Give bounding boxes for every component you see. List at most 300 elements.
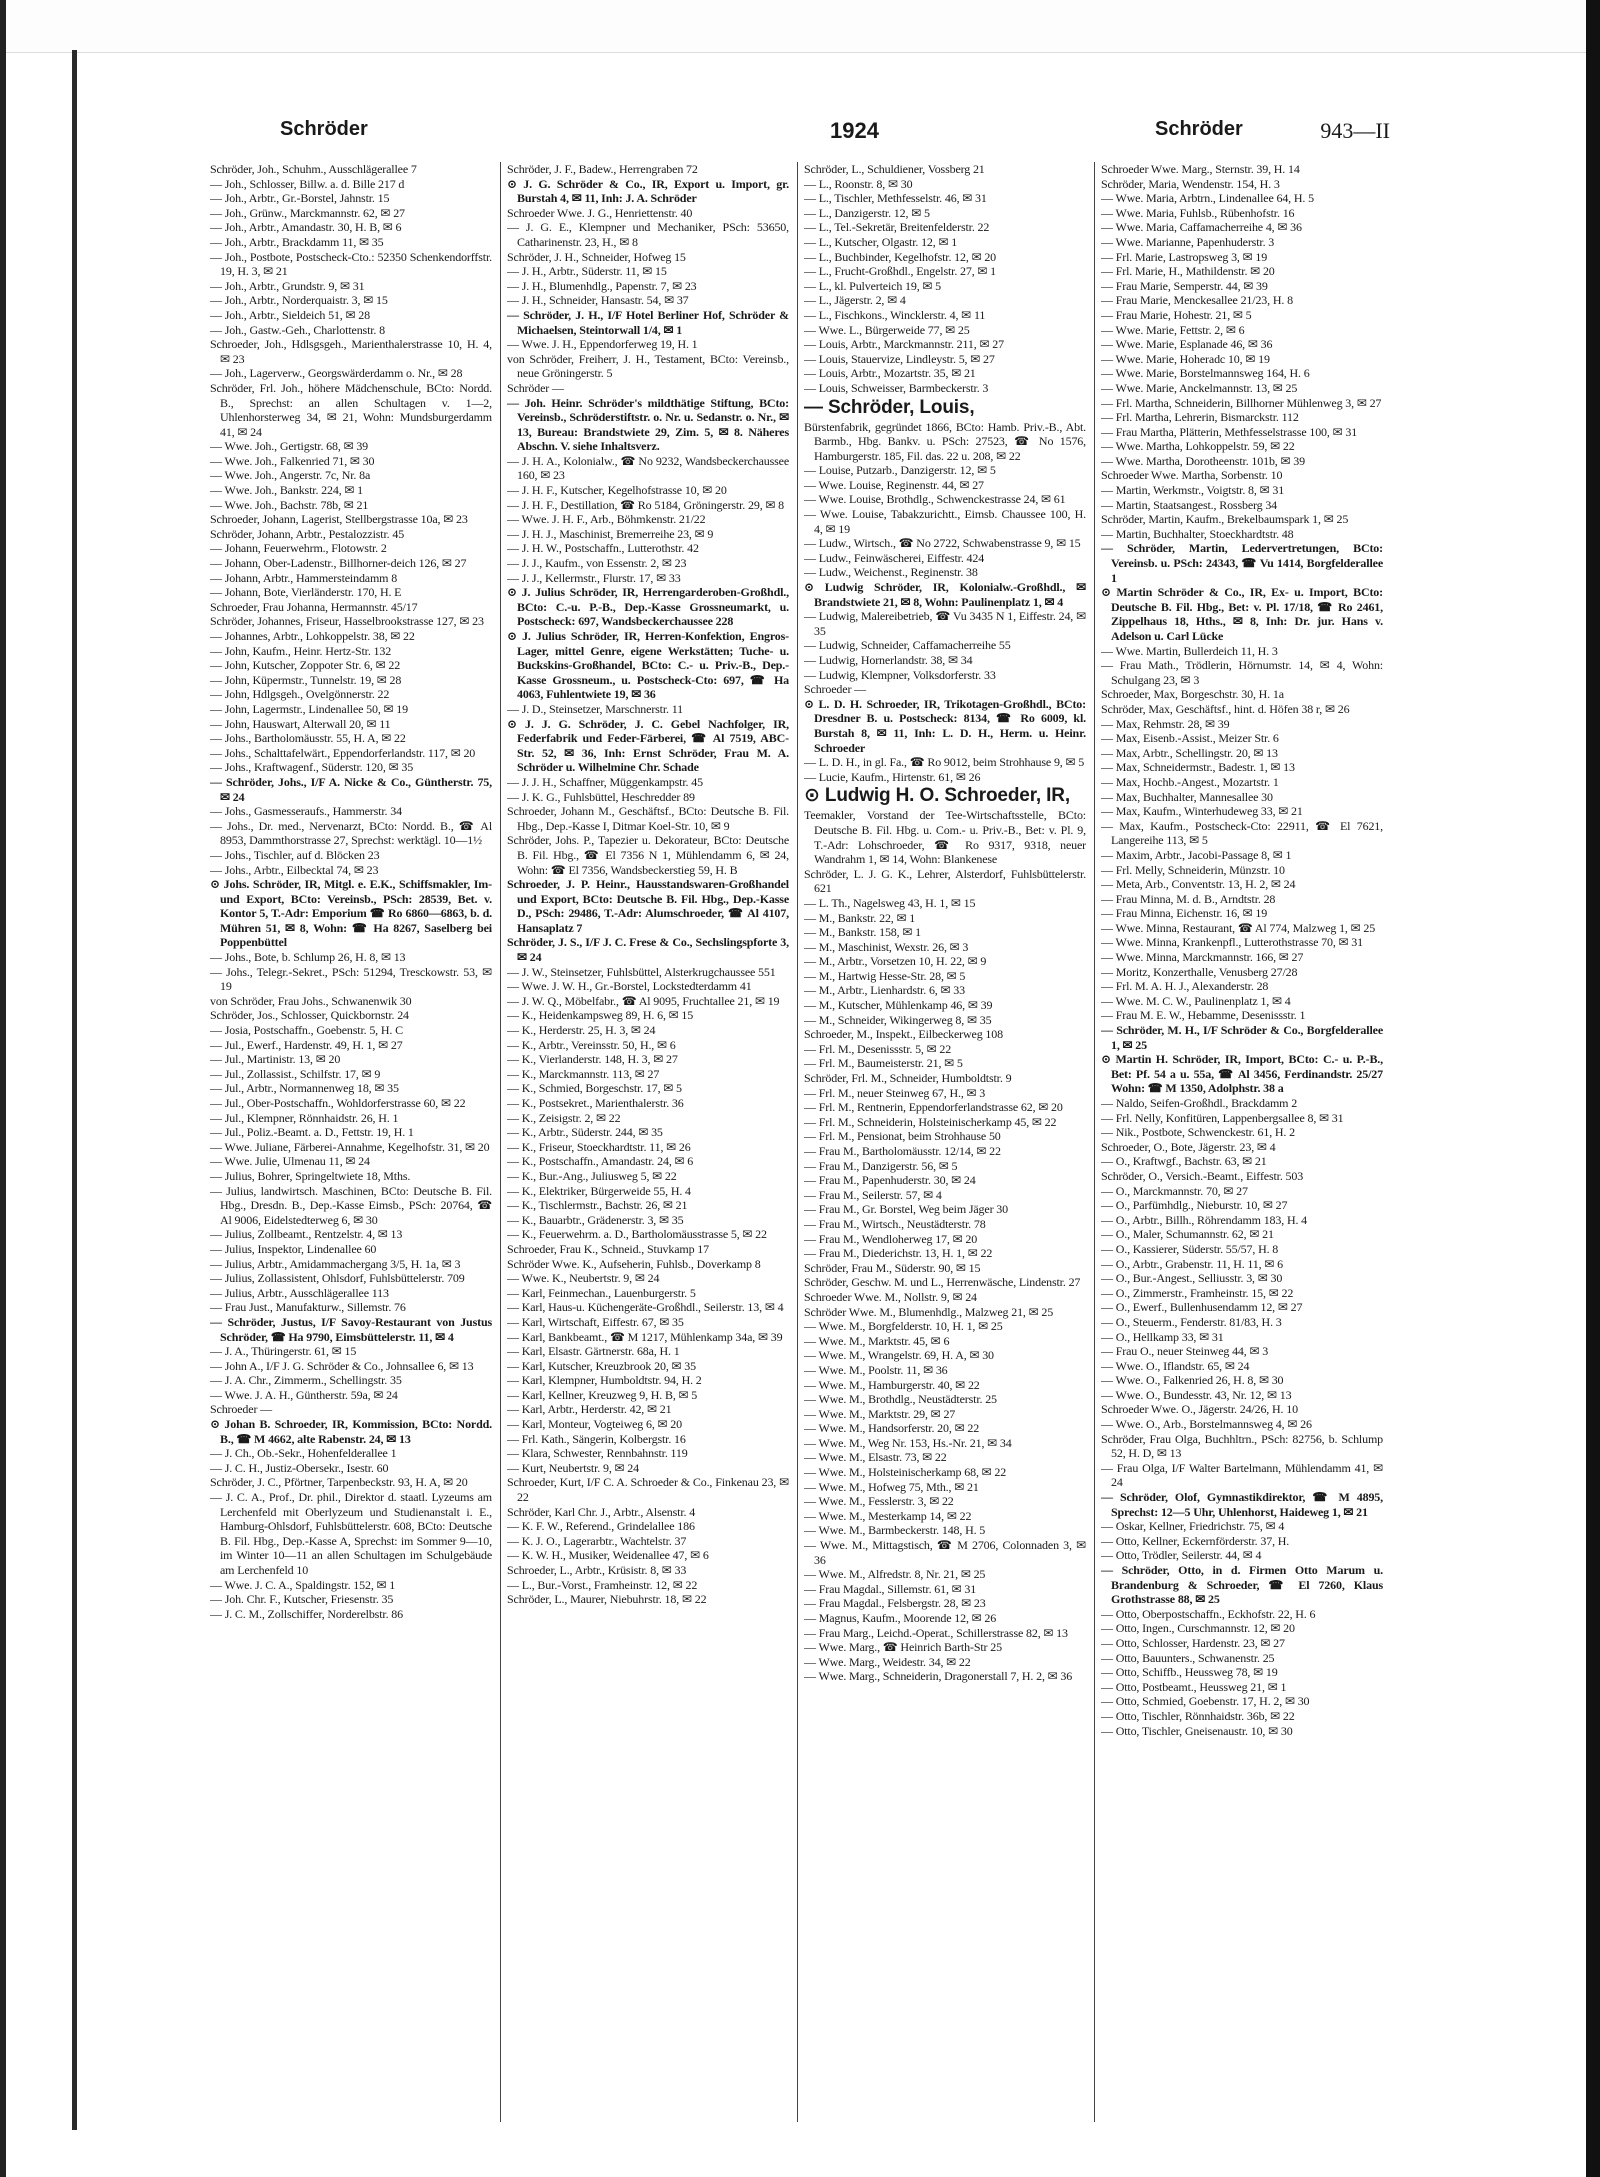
directory-entry: — Wwe. M., Borgfelderstr. 10, H. 1, ✉ 25: [804, 1319, 1003, 1334]
directory-entry: — Louis, Arbtr., Marckmannstr. 211, ✉ 27: [804, 337, 1004, 352]
directory-entry: Schröder Wwe. M., Blumenhdlg., Malzweg 21, ✉ 25: [804, 1304, 1054, 1319]
directory-entry: — Wwe. J. W. H., Gr.-Borstel, Lockstedterdamm 41: [507, 979, 752, 994]
directory-entry: — Martin, Werkmstr., Voigtstr. 8, ✉ 31: [1101, 483, 1285, 498]
directory-entry: — J. H., Schneider, Hansastr. 54, ✉ 37: [507, 293, 689, 308]
directory-entry: — Karl, Feinmechan., Lauenburgerstr. 5: [507, 1285, 696, 1300]
directory-entry: — Johs., Tischler, auf d. Blöcken 23: [210, 847, 380, 862]
directory-entry: — John, Hdlgsgeh., Ovelgönnerstr. 22: [210, 687, 390, 702]
directory-entry: — Jul., Ewerf., Hardenstr. 49, H. 1, ✉ 27: [210, 1037, 403, 1052]
directory-entry: — O., Maler, Schumannstr. 62, ✉ 21: [1101, 1227, 1274, 1242]
directory-entry: — Max, Rehmstr. 28, ✉ 39: [1101, 716, 1230, 731]
directory-entry: — J. Ch., Ob.-Sekr., Hohenfelderallee 1: [210, 1446, 397, 1461]
directory-entry: — Wwe. M., Marktstr. 29, ✉ 27: [804, 1406, 956, 1421]
directory-entry: — Frau M., Papenhuderstr. 30, ✉ 24: [804, 1173, 976, 1188]
directory-entry: — Ludwig, Schneider, Caffamacherreihe 55: [804, 638, 1011, 653]
directory-entry: — O., Ewerf., Bullenhusendamm 12, ✉ 27: [1101, 1300, 1303, 1315]
directory-entry: — Karl, Arbtr., Herderstr. 42, ✉ 21: [507, 1402, 672, 1417]
directory-entry: — M., Bankstr. 158, ✉ 1: [804, 925, 921, 940]
directory-entry: — Frau M., Bartholomäusstr. 12/14, ✉ 22: [804, 1144, 1001, 1158]
directory-entry: — Wwe. Marie, Esplanade 46, ✉ 36: [1101, 337, 1273, 352]
directory-entry: Schröder, Geschw. M. und L., Herrenwäsche, Lindenstr. 27: [804, 1275, 1081, 1290]
directory-entry: — Moritz, Konzerthalle, Venusberg 27/28: [1101, 964, 1298, 979]
directory-entry: — Otto, Schiffb., Heussweg 78, ✉ 19: [1101, 1665, 1278, 1680]
directory-entry: — Magnus, Kaufm., Moorende 12, ✉ 26: [804, 1611, 997, 1625]
header-year: 1924: [830, 118, 879, 143]
directory-entry: — Wwe. Joh., Bankstr. 224, ✉ 1: [210, 483, 363, 498]
directory-entry: ⊙ J. G. Schröder & Co., IR, Export u. Import, gr. Burstah 4, ✉ 11, Inh: J. A. Schröder: [507, 176, 789, 206]
directory-entry: Schroeder, Joh., Hdlsgsgeh., Marienthalerstrasse 10, H. 4, ✉ 23: [210, 337, 492, 366]
directory-entry: — Frau Martha, Plätterin, Methfesselstrasse 100, ✉ 31: [1101, 424, 1358, 439]
column-divider: [797, 162, 798, 2122]
directory-entry: — Wwe. Joh., Gertigstr. 68, ✉ 39: [210, 439, 369, 454]
directory-entry: ⊙ J. Julius Schröder, IR, Herren-Konfektion, Engros-Lager, mittel Genre, eigene Werkstätten; Tuche- u. Buckskins-Großhandel, BCto: C.- u. Priv.-B., Dep.-Kasse Grossneum., u. Postscheck-Cto: 697, ☎ Ha 4063, Fuhlentwiete 19, ✉ 36: [507, 629, 789, 702]
directory-entry: — Wwe. Julie, Ulmenau 11, ✉ 24: [210, 1154, 370, 1169]
directory-entry: — Frl. M., Baumeisterstr. 21, ✉ 5: [804, 1056, 963, 1071]
directory-entry: — Joh., Gastw.-Geh., Charlottenstr. 8: [210, 322, 385, 337]
directory-entry: Schroeder, Frau K., Schneid., Stuvkamp 17: [507, 1241, 710, 1256]
directory-entry: — Wwe. M., Weg Nr. 153, Hs.-Nr. 21, ✉ 34: [804, 1435, 1012, 1450]
directory-entry: — Wwe. K., Neubertstr. 9, ✉ 24: [507, 1271, 660, 1286]
directory-entry: — Wwe. Juliane, Färberei-Annahme, Kegelhofstr. 31, ✉ 20: [210, 1139, 490, 1154]
directory-entry: — Klara, Schwester, Rennbahnstr. 119: [507, 1446, 688, 1461]
directory-entry: Schroeder Wwe. Martha, Sorbenstr. 10: [1101, 468, 1283, 483]
directory-entry: — Jul., Klempner, Rönnhaidstr. 26, H. 1: [210, 1110, 399, 1125]
directory-entry: — Ludw., Feinwäscherei, Eiffestr. 424: [804, 550, 985, 565]
directory-entry: Schröder, Joh., Schuhm., Ausschlägerallee 7: [210, 162, 417, 176]
directory-entry: — K., Feuerwehrm. a. D., Bartholomäusstrasse 5, ✉ 22: [507, 1227, 767, 1242]
directory-entry: — Frau Magdal., Felsbergstr. 28, ✉ 23: [804, 1596, 986, 1611]
page-number: 943—II: [1320, 118, 1390, 143]
directory-entry: — Otto, Schmied, Goebenstr. 17, H. 2, ✉ 30: [1101, 1694, 1310, 1709]
directory-entry: — Maxim, Arbtr., Jacobi-Passage 8, ✉ 1: [1101, 847, 1292, 862]
directory-entry: — Johann, Feuerwehrm., Flotowstr. 2: [210, 541, 387, 556]
directory-entry: — K. J. O., Lagerarbtr., Wachtelstr. 37: [507, 1533, 687, 1548]
directory-entry: — Jul., Zollassist., Schilfstr. 17, ✉ 9: [210, 1066, 381, 1081]
directory-entry: — Frau Magdal., Sillemstr. 61, ✉ 31: [804, 1581, 977, 1596]
directory-entry: ⊙ Ludwig H. O. Schroeder, IR,: [804, 785, 1070, 807]
directory-entry: — Frau M. E. W., Hebamme, Desenissstr. 1: [1101, 1008, 1306, 1023]
directory-entry: — Max, Kaufm., Winterhudeweg 33, ✉ 21: [1101, 804, 1303, 819]
directory-entry: — J. C. H., Justiz-Obersekr., Isestr. 60: [210, 1460, 389, 1475]
directory-entry: — K., Postschaffn., Amandastr. 24, ✉ 6: [507, 1154, 694, 1169]
directory-entry: Schröder, J. S., I/F J. C. Frese & Co., Sechslingspforte 3, ✉ 24: [507, 935, 789, 965]
directory-entry: — Wwe. Marg., Schneiderin, Dragonerstall 7, H. 2, ✉ 36: [804, 1669, 1073, 1684]
directory-entry: — Julius, Inspektor, Lindenallee 60: [210, 1241, 377, 1256]
directory-entry: — K., Arbtr., Süderstr. 244, ✉ 35: [507, 1125, 663, 1140]
directory-entry: — Wwe. Marg., ☎ Heinrich Barth-Str 25: [804, 1640, 1002, 1655]
directory-entry: — Max, Kaufm., Postscheck-Cto: 22911, ☎ El 7621, Langereihe 113, ✉ 5: [1101, 818, 1383, 848]
directory-entry: — Karl, Monteur, Vogteiweg 6, ✉ 20: [507, 1417, 683, 1432]
directory-entry: — Ludw., Wirtsch., ☎ No 2722, Schwabenstrasse 9, ✉ 15: [804, 536, 1081, 551]
directory-entry: — Louise, Putzarb., Danzigerstr. 12, ✉ 5: [804, 463, 996, 478]
directory-entry: — Otto, Bauunters., Schwanenstr. 25: [1101, 1650, 1275, 1665]
directory-entry: — K., Vierlanderstr. 148, H. 3, ✉ 27: [507, 1052, 678, 1067]
directory-entry: — Schröder, Martin, Ledervertretungen, BCto: Vereinsb. u. PSch: 24343, ☎ Vu 1414, Borgfelderallee 1: [1101, 541, 1383, 585]
directory-entry: — Wwe. J. C. A., Spaldingstr. 152, ✉ 1: [210, 1577, 396, 1592]
directory-entry: — Johann, Bote, Vierländerstr. 170, H. E: [210, 585, 402, 600]
directory-entry: — O., Bur.-Angest., Selliusstr. 3, ✉ 30: [1101, 1271, 1283, 1286]
directory-entry: — O., Hellkamp 33, ✉ 31: [1101, 1329, 1224, 1344]
directory-entry: — Frau Just., Manufakturw., Sillemstr. 76: [210, 1300, 406, 1315]
directory-entry: Schröder, Frl. M., Schneider, Humboldtstr. 9: [804, 1071, 1012, 1086]
directory-entry: — John, Hauswart, Alterwall 20, ✉ 11: [210, 716, 391, 731]
directory-entry: — Frau M., Seilerstr. 57, ✉ 4: [804, 1187, 942, 1202]
directory-entry: — O., Zimmerstr., Framheinstr. 15, ✉ 22: [1101, 1285, 1294, 1300]
directory-entry: — Johann, Ober-Ladenstr., Billhorner-deich 126, ✉ 27: [210, 556, 467, 571]
directory-entry: — Karl, Haus-u. Küchengeräte-Großhdl., Seilerstr. 13, ✉ 4: [507, 1300, 784, 1315]
directory-entry: — Ludwig, Klempner, Volksdorferstr. 33: [804, 667, 996, 682]
directory-entry: — Frl. Melly, Schneiderin, Münzstr. 10: [1101, 862, 1285, 877]
directory-entry: — Johannes, Arbtr., Lohkoppelstr. 38, ✉ 22: [210, 629, 415, 643]
directory-entry: — J. J., Kaufm., von Essenstr. 2, ✉ 23: [507, 556, 687, 571]
directory-entry: — L., Kutscher, Olgastr. 12, ✉ 1: [804, 234, 958, 249]
directory-entry: — Frl. M., Schneiderin, Holsteinischerkamp 45, ✉ 22: [804, 1114, 1057, 1129]
directory-entry: — Frl. M. A. H. J., Alexanderstr. 28: [1101, 979, 1269, 994]
directory-entry: — Karl, Kellner, Kreuzweg 9, H. B, ✉ 5: [507, 1387, 698, 1402]
directory-entry: — Ludwig, Malereibetrieb, ☎ Vu 3435 N 1, Eiffestr. 24, ✉ 35: [804, 609, 1086, 638]
directory-entry: Schröder, Frl. Joh., höhere Mädchenschule, BCto: Nordd. B., Sprechst: an allen Schultagen v. 1—2, Uhlenhorsterweg 34, ✉ 21, Wohn: Mundsburgerdamm 41, ✉ 24: [210, 380, 492, 439]
directory-entry: — L., Jägerstr. 2, ✉ 4: [804, 293, 906, 308]
directory-entry: — Otto, Postbeamt., Heussweg 21, ✉ 1: [1101, 1679, 1287, 1694]
directory-entry: Schroeder Wwe. M., Nollstr. 9, ✉ 24: [804, 1289, 977, 1304]
directory-entry: — Wwe. M., Handsorferstr. 20, ✉ 22: [804, 1421, 980, 1436]
directory-entry: — Wwe. O., Falkenried 26, H. 8, ✉ 30: [1101, 1373, 1284, 1388]
directory-entry: — Julius, Bohrer, Springeltwiete 18, Mths.: [210, 1168, 411, 1183]
directory-entry: — Martin, Buchhalter, Stoeckhardtstr. 48: [1101, 526, 1294, 541]
directory-entry: Schröder, Johs. P., Tapezier u. Dekorateur, BCto: Deutsche B. Fil. Hbg., ☎ El 7356 N 1, Mühlendamm 6, ✉ 24, Wohn: ☎ El 7356, Wandsbeckerstieg 59, H. B: [507, 833, 789, 877]
directory-entry: — Wwe. Louise, Reginenstr. 44, ✉ 27: [804, 477, 984, 492]
directory-entry: Schröder Wwe. K., Aufseherin, Fuhlsb., Doverkamp 8: [507, 1256, 761, 1271]
directory-entry: Schröder, J. H., Schneider, Hofweg 15: [507, 249, 686, 264]
directory-entry: — K., Tischlermstr., Bachstr. 26, ✉ 21: [507, 1198, 688, 1213]
directory-entry: — Joh., Arbtr., Brackdamm 11, ✉ 35: [210, 234, 384, 249]
directory-entry: — L. Th., Nagelsweg 43, H. 1, ✉ 15: [804, 895, 976, 910]
directory-entry: — Wwe. O., Iflandstr. 65, ✉ 24: [1101, 1358, 1250, 1373]
directory-entry: Schröder, O., Versich.-Beamt., Eiffestr. 503: [1101, 1168, 1304, 1183]
directory-entry: — Otto, Ingen., Curschmannstr. 12, ✉ 20: [1101, 1621, 1295, 1636]
directory-entry: — Johann, Arbtr., Hammersteindamm 8: [210, 570, 398, 585]
directory-entry: Schroeder, Max, Borgeschstr. 30, H. 1a: [1101, 687, 1284, 702]
directory-entry: — Otto, Tischler, Gneisenaustr. 10, ✉ 30: [1101, 1723, 1293, 1738]
directory-entry: — Wwe. Marie, Borstelmannsweg 164, H. 6: [1101, 366, 1310, 381]
directory-entry: — Wwe. Joh., Falkenried 71, ✉ 30: [210, 453, 375, 468]
directory-entry: — Nik., Postbote, Schwenckestr. 61, H. 2: [1101, 1125, 1295, 1140]
directory-entry: Schröder, Johann, Arbtr., Pestalozzistr. 45: [210, 526, 405, 541]
column-divider: [1094, 162, 1095, 2122]
directory-entry: — Frl. M., Pensionat, beim Strohhause 50: [804, 1129, 1001, 1144]
directory-entry: — Jul., Poliz.-Beamt. a. D., Fettstr. 19, H. 1: [210, 1125, 414, 1140]
directory-entry: — Frau M., Danzigerstr. 56, ✉ 5: [804, 1158, 958, 1173]
directory-entry: — L., Bur.-Vorst., Framheinstr. 12, ✉ 22: [507, 1577, 698, 1592]
directory-entry: — Louis, Stauervize, Lindleystr. 5, ✉ 27: [804, 351, 995, 366]
directory-entry: — Julius, Zollbeamt., Rentzelstr. 4, ✉ 13: [210, 1227, 403, 1242]
directory-entry: Schroeder Wwe. O., Jägerstr. 24/26, H. 10: [1101, 1402, 1298, 1417]
directory-entry: — Wwe. M., Fesslerstr. 3, ✉ 22: [804, 1494, 954, 1509]
directory-entry: — Wwe. Joh., Bachstr. 78b, ✉ 21: [210, 497, 369, 512]
directory-entry: — M., Arbtr., Lienhardstr. 6, ✉ 33: [804, 983, 965, 998]
directory-entry: — Jul., Arbtr., Normannenweg 18, ✉ 35: [210, 1081, 399, 1096]
directory-entry: — Wwe. Marianne, Papenhuderstr. 3: [1101, 234, 1275, 249]
directory-entry: — Wwe. Marie, Fettstr. 2, ✉ 6: [1101, 322, 1245, 337]
directory-entry: — J. H. F., Destillation, ☎ Ro 5184, Gröningerstr. 29, ✉ 8: [507, 497, 785, 512]
directory-entry: — J. D., Steinsetzer, Marschnerstr. 11: [507, 701, 684, 716]
directory-entry: — Frl. M., Rentnerin, Eppendorferlandstrasse 62, ✉ 20: [804, 1100, 1063, 1115]
directory-entry: — Wwe. M., Poolstr. 11, ✉ 36: [804, 1362, 948, 1377]
directory-entry: — K. W. H., Musiker, Weidenallee 47, ✉ 6: [507, 1548, 709, 1563]
directory-entry: — Frau Marie, Menckesallee 21/23, H. 8: [1101, 293, 1293, 308]
directory-entry: Schroeder —: [210, 1402, 272, 1417]
directory-entry: — J. H. J., Maschinist, Bremerreihe 23, ✉ 9: [507, 526, 714, 541]
directory-entry: — Ludw., Weichenst., Reginenstr. 38: [804, 565, 978, 580]
directory-entry: — Johs., Bote, b. Schlump 26, H. 8, ✉ 13: [210, 950, 406, 965]
directory-entry: — Joh., Arbtr., Amandastr. 30, H. B, ✉ 6: [210, 220, 402, 235]
directory-entry: — L. D. H., in gl. Fa., ☎ Ro 9012, beim Strohhause 9, ✉ 5: [804, 755, 1085, 770]
directory-entry: — Wwe. L., Bürgerweide 77, ✉ 25: [804, 322, 970, 337]
directory-entry: — J. C. M., Zollschiffer, Norderelbstr. 86: [210, 1606, 403, 1621]
directory-entry: — K., Schmied, Borgeschstr. 17, ✉ 5: [507, 1081, 682, 1096]
directory-entry: — John, Küpermstr., Tunnelstr. 19, ✉ 28: [210, 672, 402, 687]
directory-entry: — Wwe. Maria, Arbtrn., Lindenallee 64, H. 5: [1101, 191, 1314, 206]
directory-entry: — Otto, Oberpostschaffn., Eckhofstr. 22, H. 6: [1101, 1606, 1316, 1621]
directory-entry: — J. W. Q., Möbelfabr., ☎ Al 9095, Fruchtallee 21, ✉ 19: [507, 993, 780, 1008]
directory-entry: — Joh., Schlosser, Billw. a. d. Bille 217 d: [210, 176, 405, 191]
directory-entry: Bürstenfabrik, gegründet 1866, BCto: Hamb. Priv.-B., Abt. Barmb., Hbg. Bankv. u. PSch: 27523, ☎ No 1576, Hamburgerstr. 185, Fil. das. 22 u. 208, ✉ 22: [804, 419, 1086, 463]
directory-entry: — Wwe. M., Hamburgerstr. 40, ✉ 22: [804, 1377, 980, 1392]
directory-entry: — J. A., Thüringerstr. 61, ✉ 15: [210, 1344, 357, 1359]
directory-entry: — Schröder, Johs., I/F A. Nicke & Co., Güntherstr. 75, ✉ 24: [210, 774, 492, 804]
directory-entry: — J. K. G., Fuhlsbüttel, Heschredder 89: [507, 789, 695, 804]
directory-entry: — Frl. M., neuer Steinweg 67, H., ✉ 3: [804, 1085, 986, 1100]
directory-entry: — Frau Marie, Hohestr. 21, ✉ 5: [1101, 307, 1252, 322]
directory-entry: — Karl, Wirtschaft, Eiffestr. 67, ✉ 35: [507, 1314, 684, 1329]
directory-entry: — Joh., Postbote, Postscheck-Cto.: 52350 Schenkendorffstr. 19, H. 3, ✉ 21: [210, 249, 492, 279]
directory-entry: — Johs., Kraftwagenf., Süderstr. 120, ✉ 35: [210, 760, 414, 775]
directory-entry: — Wwe. M., Marktstr. 45, ✉ 6: [804, 1333, 950, 1348]
directory-entry: — John, Kutscher, Zoppoter Str. 6, ✉ 22: [210, 658, 401, 673]
directory-entry: — Wwe. Marie, Anckelmannstr. 13, ✉ 25: [1101, 380, 1298, 395]
directory-entry: — Jul., Martinistr. 13, ✉ 20: [210, 1052, 341, 1067]
directory-entry: — Wwe. J. A. H., Güntherstr. 59a, ✉ 24: [210, 1387, 398, 1402]
directory-entry: — Frl. Marie, H., Mathildenstr. ✉ 20: [1101, 264, 1275, 279]
directory-entry: — Julius, Arbtr., Ausschlägerallee 113: [210, 1285, 389, 1300]
directory-entry: — J. H., Blumenhdlg., Papenstr. 7, ✉ 23: [507, 278, 697, 293]
directory-entry: — Frl. Martha, Schneiderin, Billhorner Mühlenweg 3, ✉ 27: [1101, 395, 1382, 410]
directory-entry: — Wwe. M., Holsteinischerkamp 68, ✉ 22: [804, 1465, 1007, 1480]
directory-entry: — K., Postsekret., Marienthalerstr. 36: [507, 1096, 684, 1110]
directory-entry: — Wwe. O., Arb., Borstelmannsweg 4, ✉ 26: [1101, 1417, 1312, 1432]
directory-entry: ⊙ J. J. G. Schröder, J. C. Gebel Nachfolger, IR, Federfabrik und Feder-Färberei, ☎ Al 7519, ABC-Str. 52, ✉ 36, Inh: Ernst Schröder, Frau M. A. Schröder u. Wilhelmine Chr. Schade: [507, 716, 789, 775]
directory-entry: — K. F. W., Referend., Grindelallee 186: [507, 1519, 695, 1534]
directory-entry: — Schröder, M. H., I/F Schröder & Co., Borgfelderallee 1, ✉ 25: [1101, 1023, 1383, 1052]
directory-entry: — O., Kassierer, Süderstr. 55/57, H. 8: [1101, 1241, 1279, 1256]
directory-entry: — O., Steuerm., Fenderstr. 81/83, H. 3: [1101, 1314, 1282, 1329]
directory-entry: Schröder, Frau Olga, Buchhltrn., PSch: 82756, b. Schlump 52, H. D, ✉ 13: [1101, 1431, 1383, 1461]
directory-entry: — John A., I/F J. G. Schröder & Co., Johnsallee 6, ✉ 13: [210, 1358, 474, 1373]
directory-entry: — Frau Math., Trödlerin, Hörnumstr. 14, ✉ 4, Wohn: Schulgang 23, ✉ 3: [1101, 658, 1383, 687]
directory-entry: — John, Lagermstr., Lindenallee 50, ✉ 19: [210, 701, 409, 716]
directory-entry: — Johs., Gasmesseraufs., Hammerstr. 34: [210, 804, 402, 819]
directory-entry: — Wwe. Martha, Lohkoppelstr. 59, ✉ 22: [1101, 439, 1295, 454]
directory-entry: — Karl, Klempner, Humboldtstr. 94, H. 2: [507, 1373, 702, 1388]
directory-entry: von Schröder, Frau Johs., Schwanenwik 30: [210, 993, 412, 1008]
directory-entry: — Frau Marie, Semperstr. 44, ✉ 39: [1101, 278, 1268, 293]
directory-entry: — Wwe. Martha, Dorotheenstr. 101b, ✉ 39: [1101, 453, 1305, 468]
directory-entry: — Wwe. M., Mesterkamp 14, ✉ 22: [804, 1508, 972, 1523]
directory-entry: — J. H., Arbtr., Süderstr. 11, ✉ 15: [507, 264, 667, 279]
directory-entry: Schröder, Frau M., Süderstr. 90, ✉ 15: [804, 1260, 981, 1275]
directory-entry: — Johs., Schalttafelwärt., Eppendorferlandstr. 117, ✉ 20: [210, 745, 476, 760]
directory-entry: — Wwe. Minna, Krankenpfl., Lutterothstrasse 70, ✉ 31: [1101, 935, 1363, 950]
directory-entry: — Martin, Staatsangest., Rossberg 34: [1101, 497, 1278, 512]
scan-right-edge: [1586, 0, 1600, 2177]
directory-entry: — Julius, Zollassistent, Ohlsdorf, Fuhlsbüttelerstr. 709: [210, 1271, 465, 1286]
directory-entry: Schroeder Wwe. J. G., Henriettenstr. 40: [507, 205, 693, 220]
directory-entry: Schroeder, Johann, Lagerist, Stellbergstrasse 10a, ✉ 23: [210, 512, 468, 527]
directory-entry: — Joh., Grünw., Marckmannstr. 62, ✉ 27: [210, 205, 405, 220]
directory-entry: — Wwe. M., Hofweg 75, Mth., ✉ 21: [804, 1479, 979, 1494]
directory-entry: ⊙ Ludwig Schröder, IR, Kolonialw.-Großhdl., ✉ Brandstwiete 21, ✉ 8, Wohn: Paulinenplatz 1, ✉ 4: [804, 580, 1086, 609]
directory-entry: — Johs., Dr. med., Nervenarzt, BCto: Nordd. B., ☎ Al 8953, Dammthorstrasse 27, Sprechst: werktägl. 10—1½: [210, 818, 492, 848]
directory-entry: — Wwe. Marg., Weidestr. 34, ✉ 22: [804, 1654, 971, 1669]
directory-entry: — Frl. Martha, Lehrerin, Bismarckstr. 112: [1101, 410, 1299, 425]
directory-entry: — M., Maschinist, Wexstr. 26, ✉ 3: [804, 939, 969, 954]
directory-entry: Schröder, J. F., Badew., Herrengraben 72: [507, 162, 698, 176]
directory-entry: — Wwe. M., Alfredstr. 8, Nr. 21, ✉ 25: [804, 1567, 986, 1582]
directory-entry: — Schröder, Justus, I/F Savoy-Restaurant von Justus Schröder, ☎ Ha 9790, Eimsbüttelerstr. 11, ✉ 4: [210, 1314, 492, 1344]
directory-entry: — Wwe. Marie, Hoheradc 10, ✉ 19: [1101, 351, 1270, 366]
directory-entry: — Joh., Lagerverw., Georgswärderdamm o. Nr., ✉ 28: [210, 366, 463, 381]
directory-entry: — L., Tel.-Sekretär, Breitenfelderstr. 22: [804, 220, 990, 235]
directory-entry: — Karl, Bankbeamt., ☎ M 1217, Mühlenkamp 34a, ✉ 39: [507, 1329, 783, 1344]
directory-entry: — Schröder, Louis,: [804, 396, 975, 418]
directory-entry: — Schröder, Olof, Gymnastikdirektor, ☎ M 4895, Sprechst: 12—5 Uhr, Uhlenhorst, Haideweg 1, ✉ 21: [1101, 1490, 1383, 1519]
directory-entry: — Wwe. Minna, Marckmannstr. 166, ✉ 27: [1101, 950, 1304, 965]
directory-entry: Schroeder Wwe. Marg., Sternstr. 39, H. 14: [1101, 162, 1300, 176]
directory-entry: — Wwe. M., Barmbeckerstr. 148, H. 5: [804, 1523, 986, 1538]
directory-entry: — Wwe. M., Brothdlg., Neustädterstr. 25: [804, 1392, 997, 1407]
directory-entry: — K., Heidenkampsweg 89, H. 6, ✉ 15: [507, 1008, 694, 1023]
directory-entry: Schröder, Maria, Wendenstr. 154, H. 3: [1101, 176, 1280, 191]
directory-entry: — M., Arbtr., Vorsetzen 10, H. 22, ✉ 9: [804, 954, 987, 969]
directory-entry: — Max, Schneidermstr., Badestr. 1, ✉ 13: [1101, 760, 1295, 775]
directory-entry: Schroeder, O., Bote, Jägerstr. 23, ✉ 4: [1101, 1139, 1276, 1154]
directory-entry: Schröder, L., Maurer, Niebuhrstr. 18, ✉ 22: [507, 1592, 707, 1607]
directory-entry: — Louis, Arbtr., Mozartstr. 35, ✉ 21: [804, 366, 976, 381]
directory-entry: — K., Zeisigstr. 2, ✉ 22: [507, 1110, 621, 1125]
directory-entry: — O., Kraftwgf., Bachstr. 63, ✉ 21: [1101, 1154, 1267, 1169]
directory-entry: — Frl. Nelly, Konfitüren, Lappenbergsallee 8, ✉ 31: [1101, 1110, 1344, 1125]
directory-entry: Schröder, Johannes, Friseur, Hasselbrookstrasse 127, ✉ 23: [210, 614, 484, 629]
directory-entry: — L., Tischler, Methfesselstr. 46, ✉ 31: [804, 191, 987, 206]
directory-entry: ⊙ Martin H. Schröder, IR, Import, BCto: C.- u. P.-B., Bet: Pf. 54 a u. 55a, ☎ Al 3456, Ferdinandstr. 25/27 Wohn: ☎ M 1350, Adolphstr. 38 a: [1101, 1052, 1383, 1096]
directory-entry: — M., Schneider, Wikingerweg 8, ✉ 35: [804, 1012, 992, 1027]
directory-entry: — Max, Buchhalter, Mannesallee 30: [1101, 789, 1273, 804]
directory-entry: — Frau M., Wendloherweg 17, ✉ 20: [804, 1231, 978, 1246]
directory-entry: Schröder —: [507, 380, 564, 395]
directory-entry: Schroeder, J. P. Heinr., Hausstandswaren-Großhandel und Export, BCto: Deutsche B. Fil. Hbg., Dep.-Kasse D., PSch: 29486, T.-Adr: Alumschroeder, ☎ Al 4107, Hansaplatz 7: [507, 877, 789, 935]
directory-entry: — Frau Minna, Eichenstr. 16, ✉ 19: [1101, 906, 1268, 921]
directory-entry: — O., Arbtr., Grabenstr. 11, H. 11, ✉ 6: [1101, 1256, 1283, 1271]
directory-entry: — Max, Hochb.-Angest., Mozartstr. 1: [1101, 774, 1279, 789]
header-left-name: Schröder: [280, 118, 368, 140]
directory-entry: — O., Parfümhdlg., Nieburstr. 10, ✉ 27: [1101, 1198, 1288, 1213]
directory-entry: — L., Buchbinder, Kegelhofstr. 12, ✉ 20: [804, 249, 997, 264]
directory-entry: Schröder, Martin, Kaufm., Brekelbaumspark 1, ✉ 25: [1101, 512, 1349, 527]
directory-entry: — M., Kutscher, Mühlenkamp 46, ✉ 39: [804, 998, 993, 1013]
directory-entry: — L., Roonstr. 8, ✉ 30: [804, 176, 913, 191]
directory-entry: Schröder, Karl Chr. J., Arbtr., Alsenstr. 4: [507, 1504, 696, 1519]
column-divider: [500, 162, 501, 2122]
directory-entry: — Kurt, Neubertstr. 9, ✉ 24: [507, 1460, 639, 1475]
directory-entry: — Schröder, J. H., I/F Hotel Berliner Hof, Schröder & Michaelsen, Steintorwall 1/4, ✉ 1: [507, 307, 789, 337]
directory-entry: — Frau M., Gr. Borstel, Weg beim Jäger 30: [804, 1202, 1008, 1217]
directory-entry: — K., Herderstr. 25, H. 3, ✉ 24: [507, 1023, 656, 1038]
directory-entry: — Frau M., Diederichstr. 13, H. 1, ✉ 22: [804, 1246, 993, 1261]
directory-entry: Schröder, Jos., Schlosser, Quickbornstr. 24: [210, 1008, 409, 1023]
directory-entry: — M., Hartwig Hesse-Str. 28, ✉ 5: [804, 968, 966, 983]
directory-entry: — Johs., Arbtr., Eilbecktal 74, ✉ 23: [210, 862, 379, 877]
directory-entry: — Frau O., neuer Steinweg 44, ✉ 3: [1101, 1344, 1269, 1359]
directory-entry: — Max, Eisenb.-Assist., Meizer Str. 6: [1101, 731, 1279, 746]
directory-entry: Schröder, Max, Geschäftsf., hint. d. Höfen 38 r, ✉ 26: [1101, 701, 1350, 716]
directory-entry: — J. G. E., Klempner und Mechaniker, PSch: 53650, Catharinenstr. 23, H., ✉ 8: [507, 220, 789, 249]
directory-entry: — Wwe. O., Bundesstr. 43, Nr. 12, ✉ 13: [1101, 1387, 1292, 1402]
directory-entry: — Otto, Trödler, Seilerstr. 44, ✉ 4: [1101, 1548, 1262, 1563]
directory-entry: ⊙ L. D. H. Schroeder, IR, Trikotagen-Großhdl., BCto: Dresdner B. u. Postscheck: 8134, ☎ Ro 6009, kl. Burstah 8, ✉ 11, Inh: L. D. H., Herm. u. Heinr. Schroeder: [804, 696, 1086, 755]
directory-entry: — K., Arbtr., Vereinsstr. 50, H., ✉ 6: [507, 1037, 676, 1052]
directory-entry: — Joh. Chr. F., Kutscher, Friesenstr. 35: [210, 1592, 394, 1607]
directory-entry: Schröder, J. C., Pförtner, Tarpenbeckstr. 93, H. A, ✉ 20: [210, 1475, 468, 1490]
directory-entry: Schroeder, M., Inspekt., Eilbeckerweg 108: [804, 1027, 1003, 1042]
directory-entry: — J. A. Chr., Zimmerm., Schellingstr. 35: [210, 1373, 402, 1388]
directory-entry: — Joh., Arbtr., Sieldeich 51, ✉ 28: [210, 307, 370, 322]
directory-entry: — Johs., Telegr.-Sekret., PSch: 51294, Tresckowstr. 53, ✉ 19: [210, 964, 492, 994]
directory-entry: — Frl. Marie, Lastropsweg 3, ✉ 19: [1101, 249, 1268, 264]
scan-top-margin: [0, 0, 1600, 53]
scan-left-edge: [0, 0, 6, 2177]
directory-entry: — Otto, Schlosser, Hardenstr. 23, ✉ 27: [1101, 1635, 1285, 1650]
directory-entry: — Frau Minna, M. d. B., Arndtstr. 28: [1101, 891, 1276, 906]
directory-entry: — Joh. Heinr. Schröder's mildthätige Stiftung, BCto: Vereinsb., Schröderstiftstr. o. Nr. u. Sedanstr. o. Nr., ✉ 13, Bureau: Brandstwiete 29, Zim. 5, ✉ 8. Näheres Abschn. V. siehe Inhaltsverz.: [507, 395, 789, 454]
directory-entry: — Johs., Bartholomäusstr. 55, H. A, ✉ 22: [210, 731, 406, 746]
directory-entry: — J. C. A., Prof., Dr. phil., Direktor d. staatl. Lyzeums am Lerchenfeld mit Oberlyzeum und Studienanstalt i. E., Hamburg-Ohlsdorf, Fuhlsbüttelerstr. 608, BCto: Deutsche B. Fil. Hbg., Dep.-Kasse A, Sprechst: im Sommer 9—10, im Winter 10—11 an allen Schultagen im Schulgebäude am Lerchenfeld 10: [210, 1490, 492, 1577]
directory-entry: — Wwe. Louise, Brothdlg., Schwenckestrasse 24, ✉ 61: [804, 492, 1066, 507]
directory-page: [210, 110, 1390, 2140]
directory-entry: — Josia, Postschaffn., Goebenstr. 5, H. C: [210, 1023, 403, 1038]
directory-entry: — M., Bankstr. 22, ✉ 1: [804, 910, 916, 925]
directory-entry: — Karl, Elsastr. Gärtnerstr. 68a, H. 1: [507, 1344, 680, 1359]
directory-entry: — Wwe. Maria, Fuhlsb., Rübenhofstr. 16: [1101, 205, 1295, 220]
directory-entry: — K., Bauarbtr., Grädenerstr. 3, ✉ 35: [507, 1212, 684, 1227]
directory-entry: — Wwe. J. H., Eppendorferweg 19, H. 1: [507, 337, 698, 352]
directory-entry: ⊙ J. Julius Schröder, IR, Herrengarderoben-Großhdl., BCto: C.-u. P.-B., Dep.-Kasse Grossneumarkt, u. Postscheck: 697, Wandsbeckerchaussee 228: [507, 585, 789, 629]
directory-entry: — Wwe. Maria, Caffamacherreihe 4, ✉ 36: [1101, 220, 1302, 235]
directory-entry: — Wwe. J. H. F., Arb., Böhmkenstr. 21/22: [507, 512, 706, 527]
directory-entry: — J. J. H., Schaffner, Müggenkampstr. 45: [507, 774, 703, 789]
directory-entry: — Wwe. M. C. W., Paulinenplatz 1, ✉ 4: [1101, 993, 1291, 1008]
directory-entry: — Wwe. M., Wrangelstr. 69, H. A, ✉ 30: [804, 1348, 994, 1363]
directory-entry: Schroeder —: [804, 682, 866, 697]
directory-entry: — Schröder, Otto, in d. Firmen Otto Marum u. Brandenburg & Schroeder, ☎ El 7260, Klaus Grothstrasse 88, ✉ 25: [1101, 1563, 1383, 1607]
directory-entry: — Joh., Arbtr., Norderquaistr. 3, ✉ 15: [210, 293, 388, 308]
directory-entry: — Wwe. Minna, Restaurant, ☎ Al 774, Malzweg 1, ✉ 25: [1101, 920, 1376, 935]
directory-entry: ⊙ Johan B. Schroeder, IR, Kommission, BCto: Nordd. B., ☎ M 4662, alte Rabenstr. 24, ✉ 13: [210, 1417, 492, 1446]
directory-entry: — L., Frucht-Großhdl., Engelstr. 27, ✉ 1: [804, 264, 997, 279]
directory-entry: Schroeder, Johann M., Geschäftsf., BCto: Deutsche B. Fil. Hbg., Dep.-Kasse I, Ditmar Koel-Str. 10, ✉ 9: [507, 804, 789, 833]
directory-entry: Schroeder, Kurt, I/F C. A. Schroeder & Co., Finkenau 23, ✉ 22: [507, 1475, 789, 1505]
directory-entry: — L., Fischkons., Wincklerstr. 4, ✉ 11: [804, 307, 986, 322]
directory-entry: — Naldo, Seifen-Großhdl., Brackdamm 2: [1101, 1096, 1298, 1110]
